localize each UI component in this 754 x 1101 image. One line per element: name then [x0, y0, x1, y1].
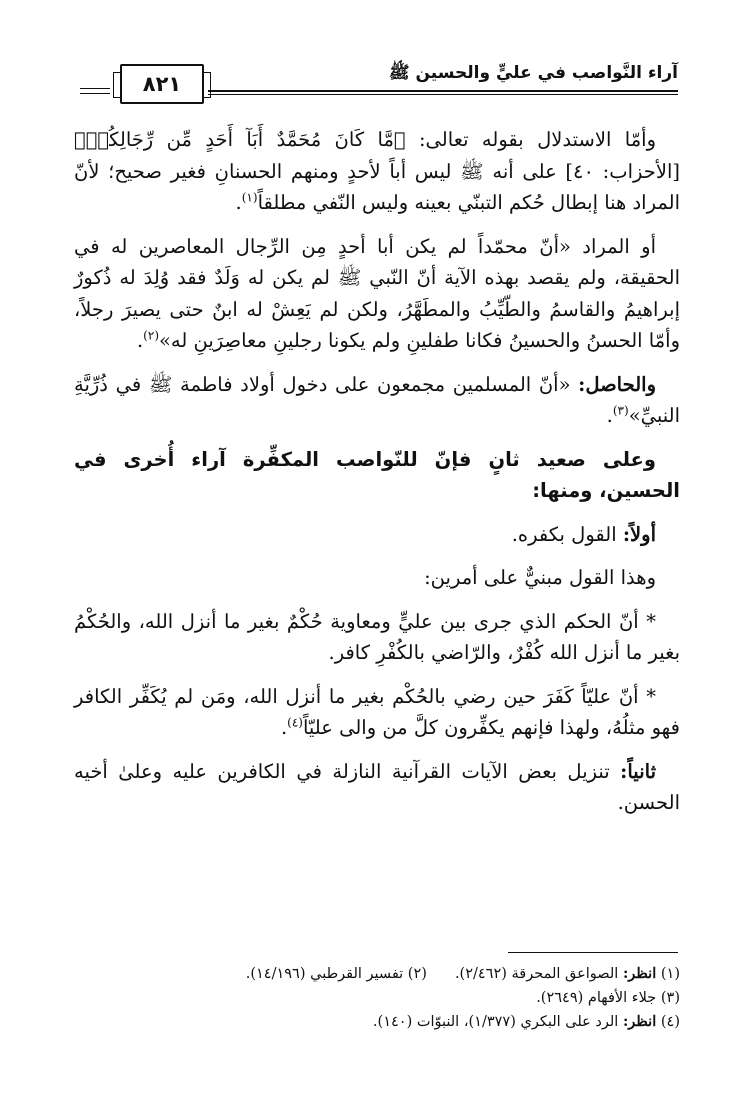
premise-1: * أنّ الحكم الذي جرى بين عليٍّ ومعاوية حُكْمٌ بغير ما أنزل الله، والحُكْمُ بغير ما أنزل الله كُفْرٌ، والرّاضي بالكُفْرِ كافر. [74, 609, 680, 664]
footnote-ref-2[interactable]: (٢) [143, 328, 159, 343]
footnote-ref-4[interactable]: (٤) [287, 715, 303, 730]
footnote-3: (٣) جلاء الأفهام (٢٦٤٩). [536, 990, 680, 1006]
footnote-ref-1[interactable]: (١) [241, 190, 258, 205]
header-left-rule [80, 88, 110, 94]
page-number: ٨٢١ [120, 64, 204, 104]
paragraph-3: والحاصل: «أنّ المسلمين مجمعون على دخول أولاد فاطمة ﷺ في ذُرِّيَّةِ النبيِّ»$^{(٣)}$. [74, 372, 680, 427]
section-heading: وعلى صعيد ثانٍ فإنّ للنّواصب المكفِّرة آراء أُخرى في الحسين، ومنها: [74, 447, 680, 502]
page-header [80, 52, 678, 110]
running-title: آراء النَّواصب في عليٍّ والحسين ﷺ [389, 63, 678, 83]
footnote-ref-3[interactable]: (٣) [612, 403, 629, 418]
paragraph-premises: وهذا القول مبنيٌّ على أمرين: [424, 566, 656, 589]
conclusion-label: والحاصل: [578, 372, 656, 396]
paragraph-2: أو المراد «أنّ محمّداً لم يكن أبا أحدٍ مِن الرِّجال المعاصرين له في الحقيقة، ولم يقصد بهذه الآية أنّ النّبي ﷺ لم يكن له وَلَدٌ فقد وُلِدَ له ذُكورٌ إبراهيمُ والقاسمُ والطّيِّبُ والمطَهَّرُ، ولكن لم يَعِشْ له ابنٌ حتى يصيرَ رجلاً، وأمّا الحسنُ والحسينُ فكانا طفلينِ ولم يكونا رجلينِ معاصِرَينِ له»$^{(٢)}$. [74, 234, 680, 352]
footnote-1: (١) انظر: الصواعق المحرقة (٢/٤٦٢). [454, 965, 680, 982]
point-one: أولاً: القول بكفره. [511, 522, 656, 546]
premise-2: * أنّ عليّاً كَفَرَ حين رضي بالحُكْم بغير ما أنزل الله، ومَن لم يُكَفِّر الكافر فهو مثلُهُ، ولهذا فإنهم يكفِّرون كلَّ من والى عليّاً$^{(٤)}$. [74, 684, 680, 739]
header-rule-thin [208, 94, 678, 95]
point-two-label: ثانياً: [620, 759, 656, 783]
point-two: ثانياً: تنزيل بعض الآيات القرآنية النازلة في الكافرين عليه وعلىٰ أخيه الحسن. [74, 759, 680, 814]
point-one-label: أولاً: [622, 522, 656, 546]
footnote-separator [508, 952, 678, 953]
header-rule [208, 90, 678, 92]
footnote-4: (٤) انظر: الرد على البكري (١/٣٧٧)، النبوّات (١٤٠). [372, 1013, 680, 1030]
main-text [74, 124, 680, 831]
footnote-2: (٢) تفسير القرطبي (١٤/١٩٦). [245, 966, 427, 982]
paragraph-1: وأمّا الاستدلال بقوله تعالى: ﴿مَّا كَانَ مُحَمَّدٌ أَبَآ أَحَدٍ مِّن رِّجَالِكُمۡ﴾ [الأحزاب: ٤٠] على أنه ﷺ ليس أباً لأحدٍ ومنهم الحسنانِ فغير صحيح؛ لأنّ المراد هنا إبطال حُكم التبنّي بعينه وليس النّفي مطلقاً$^{(١)}$. [74, 128, 680, 214]
footnote-row-1 [74, 962, 680, 986]
footnotes [74, 962, 680, 1034]
